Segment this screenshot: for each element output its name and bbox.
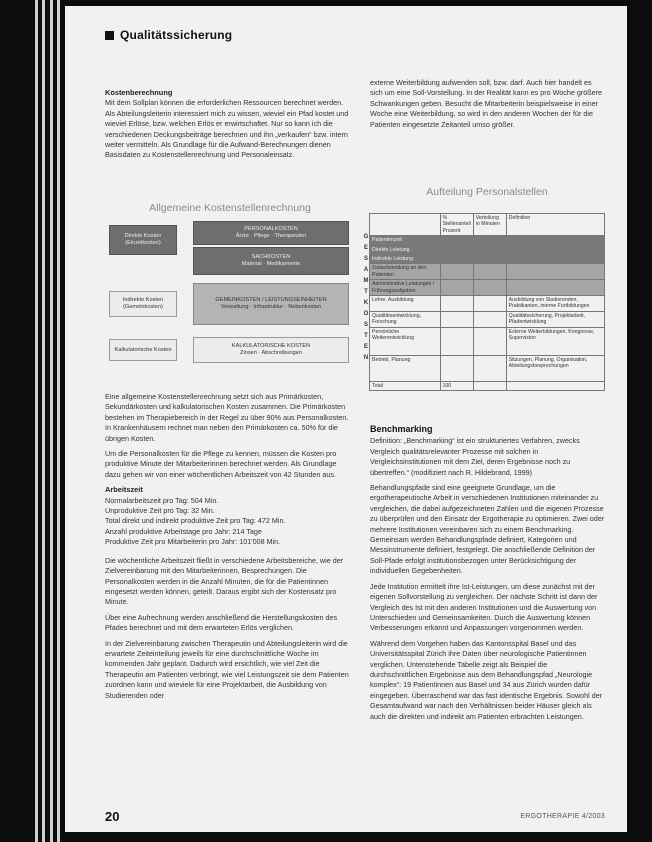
publication-name: ERGOTHERAPIE 4/2003: [520, 813, 605, 820]
arbeitszeit-line: Anzahl produktive Arbeitstage pro Jahr: 214 Tage: [105, 526, 262, 536]
kostenberechnung-text: Mit dem Sollplan können die erforderlichen Ressourcen berechnet werden. Als Abteilungsleiterin interessiert mich zu wissen, wieviel ein Pfad kostet und wieviel Erlöse, bzw. welchen Erlös er erwirtschaftet. Nur so kann ich die verschiedenen Deckungsbeiträge berechnen und ihn „verkaufen“ bzw. intern weiter vermitteln. Als Grundlage für die Aufwand-Berechnungen dienen Basisdaten zu Kostenstellenrechnung und Personaleinsatz.: [105, 98, 349, 160]
vertical-label-letter: M: [363, 278, 369, 284]
table-row: Qualitätsentwicklung, Forschung Qualitätssicherung, Projektarbeit, Pfadentwicklung: [370, 311, 605, 327]
arbeitszeit-heading: Arbeitszeit: [105, 485, 143, 495]
benchmarking-heading: Benchmarking: [370, 424, 433, 434]
arbeitszeit-line: Unproduktive Zeit pro Tag: 32 Min.: [105, 506, 215, 516]
page-edge: [50, 0, 53, 842]
material-costs-box: SACHKOSTEN Material · Medikamente: [193, 247, 349, 275]
kostenberechnung-heading: Kostenberechnung: [105, 88, 173, 97]
column-right-benchmarking: [370, 424, 606, 727]
vertical-label-letter: T: [364, 289, 368, 295]
vertical-label-letter: E: [363, 344, 368, 350]
personnel-costs-box: PERSONALKOSTEN Ärzte · Pflege · Therapeuten: [193, 221, 349, 245]
benchmarking-paragraph-3: Jede Institution ermittelt ihre Ist-Leistungen, um diese zunächst mit der eigenen Sollvorstellung zu vergleichen. Der nächste Schritt ist dann der Vergleich des Ist mit den anderen Institutionen und die Auswertung von Unterschieden und Gemeinsamkeiten. Durch die Auswertung können Verbesserungen erkannt und Anpassungen vorgenommen werden.: [370, 581, 598, 633]
personnel-table: [369, 213, 605, 391]
table-row: Direkte Leistung: [370, 245, 605, 254]
vertical-label-letter: O: [363, 311, 369, 317]
table-row: Persönliche Weiterentwicklung Externe Weiterbildungen, Kongresse, Supervision: [370, 327, 605, 355]
kosten-paragraph-5: In der Zielvereinbarung zwischen Therapeutin und Abteilungsleiterin wird die erwartete Zeiteinteilung jeweils für eine durchschnittliche Woche im kommenden Jahr geplant. Dadurch wird ersichtlich, wie viel Zeit die Therapeutin am Patienten verbringt, wie viel Leistungszeit sie dem Patienten zuordnen kann und wieviele für eine Projektarbeit, die Ausbildung von Studierenden oder: [105, 638, 349, 700]
table-row: Indirekte Leistung: [370, 255, 605, 264]
arbeitszeit-line: Normalarbeitszeit pro Tag: 504 Min.: [105, 495, 219, 505]
header-square-icon: [105, 31, 114, 40]
page-number: 20: [105, 809, 120, 824]
personnel-table-title: Aufteilung Personalstellen: [426, 186, 548, 198]
table-header-cell: Verteilung in Minuten: [473, 214, 506, 236]
column-right-top: [370, 78, 606, 135]
cost-diagram: [105, 219, 353, 375]
magazine-page: [65, 6, 627, 832]
table-row: Total 100: [370, 381, 605, 390]
vertical-label-letter: E: [363, 245, 368, 251]
section-title: Qualitätssicherung: [120, 28, 233, 42]
vertical-label-letter: N: [363, 355, 369, 361]
table-row: Patientenzeit: [370, 236, 605, 245]
vertical-label-letter: G: [363, 234, 369, 240]
kosten-paragraph-3: Die wöchentliche Arbeitszeit fließt in verschiedene Arbeitsbereiche, wie der Zielvereinbarung mit den Mitarbeiterinnen, Besprechungen. Die Personalkosten werden in die Anzahl Minuten, die für die Patientinnen eingesetzt werden können, geteilt. Daraus ergibt sich der Kostensatz pro Minute.: [105, 555, 344, 607]
column-left-top: [105, 88, 351, 166]
kosten-paragraph-4: Über eine Aufrechnung werden anschließend die Herstellungskosten des Pfades berechnet und mit dem erwarteten Erlös verglichen.: [105, 612, 338, 633]
table-header-cell: [370, 214, 441, 236]
vertical-label-letter: T: [364, 333, 368, 339]
vertical-label-letter: S: [363, 256, 368, 262]
arbeitszeit-line: Produktive Zeit pro Mitarbeiterin pro Jahr: 101'008 Min.: [105, 537, 281, 547]
section-header: [105, 28, 232, 42]
calculatory-costs-box: Kalkulatorische Kosten: [109, 339, 177, 361]
arbeitszeit-line: Total direkt und indirekt produktive Zeit pro Tag: 472 Min.: [105, 516, 286, 526]
table-row: Zeitaufwendung an den Patienten: [370, 264, 605, 280]
column-left-lower: [105, 392, 351, 706]
weiterbildung-text: externe Weiterbildung aufwenden soll, bzw. darf. Auch hier handelt es sich um eine Soll-Vorstellung. In der Realität kann es pro Woche größere Schwankungen geben. Besucht die Mitarbeiterin beispielsweise in einer Woche eine Weiterbildung, so wird in den anderen Wochen der für die Patienten eingesetzte Zeitanteil umso größer.: [370, 78, 602, 129]
table-row: Administrative Leistungen / Führungsaufgaben: [370, 280, 605, 296]
page-edge: [42, 0, 45, 842]
table-header-cell: % Stellenanteil Prozent: [440, 214, 473, 236]
vertical-label-letter: A: [363, 267, 369, 273]
table-row: Betrieb, Planung Sitzungen, Planung, Organisation, Abteilungsbesprechungen: [370, 355, 605, 381]
kosten-paragraph-1: Eine allgemeine Kostenstellenrechnung setzt sich aus Primärkosten, Sekundärkosten und kalkulatorischen Kosten zusammen. Die Primärkosten bestehen im Therapiebereich in der Regel zu über 90% aus Personalkosten. In Krankenhäusern rechnet man neben den Primärkosten ca. 50% für die übrigen Kosten.: [105, 392, 349, 443]
vertical-label-letter: K: [363, 300, 369, 306]
overhead-costs-box: GEMEINKOSTEN / LEISTUNGSEINHEITEN Verwaltung · Infrastruktur · Nebenkosten: [193, 283, 349, 325]
benchmarking-paragraph-2: Behandlungspfade sind eine geeignete Grundlage, um die ergotherapeutische Arbeit in verschiedenen Institutionen miteinander zu vergleichen, die dabei aufgezeichneten Zahlen und die eigenen Prozesse zu überprüfen und den Einsatz der Ergotherapie zu optimieren. Zwei oder mehrere Institutionen vereinbaren sich zu einem Benchmarking. Gemeinsam werden Behandlungspfade definiert, Kategorien und Messinstrumente definiert, festgelegt. Die anschließende Definition der Soll-Pfade erfolgt institutionsbezogen unter Berücksichtigung der individuellen Gegebenheiten.: [370, 483, 605, 576]
benchmarking-paragraph-4: Während dem Vorgehen haben das Kantonsspital Basel und das Universitätsspital Zürich ihre Daten über neurologische Patientinnen verglichen. Untenstehende Tabelle zeigt als Beispiel die durchschnittlichen Ergebnisse aus dem Behandlungspfad „Neurologie komplex“: 19 Patientinnen aus Basel und 34 aus Zürich wurden dafür eingegeben. Überraschend war das fast identische Ergebnis. Sowohl der Gesamtaufwand war nach den Verhältnissen beider Häuser gleich als auch die direkten und indirekt am Patienten erbrachten Leistungen.: [370, 638, 603, 721]
calculatory-costs-detail-box: KALKULATORISCHE KOSTEN Zinsen · Abschreibungen: [193, 337, 349, 363]
cost-diagram-title: Allgemeine Kostenstellenrechnung: [149, 202, 311, 214]
table-header-cell: Definition: [506, 214, 604, 236]
direct-costs-box: Direkte Kosten (Einzelkosten): [109, 225, 177, 255]
table-row: Lehre, Ausbildung Ausbildung von Studierenden, Praktikanten, interne Fortbildungen: [370, 296, 605, 312]
kosten-paragraph-2: Um die Personalkosten für die Pflege zu kennen, müssen die Kosten pro produktive Minute der Mitarbeiterinnen berechnet werden. Als Grundlage dazu gehen wir von einer wöchentlichen Arbeitszeit von 42 Stunden aus.: [105, 449, 337, 479]
page-edge: [35, 0, 38, 842]
indirect-costs-box: Indirekte Kosten (Gemeinkosten): [109, 291, 177, 317]
page-edge: [57, 0, 60, 842]
benchmarking-paragraph-1: Definition: „Benchmarking“ ist ein strukturiertes Verfahren, zwecks Vergleich qualitätsrelevanter Prozesse mit solchen in Vergleichsinstitutionen mit dem Ziel, deren Ergebnisse noch zu übertreffen.“ (modifiziert nach R. Hildebrand, 1999): [370, 436, 580, 477]
table-header-row: [370, 214, 605, 236]
vertical-label-letter: S: [363, 322, 368, 328]
